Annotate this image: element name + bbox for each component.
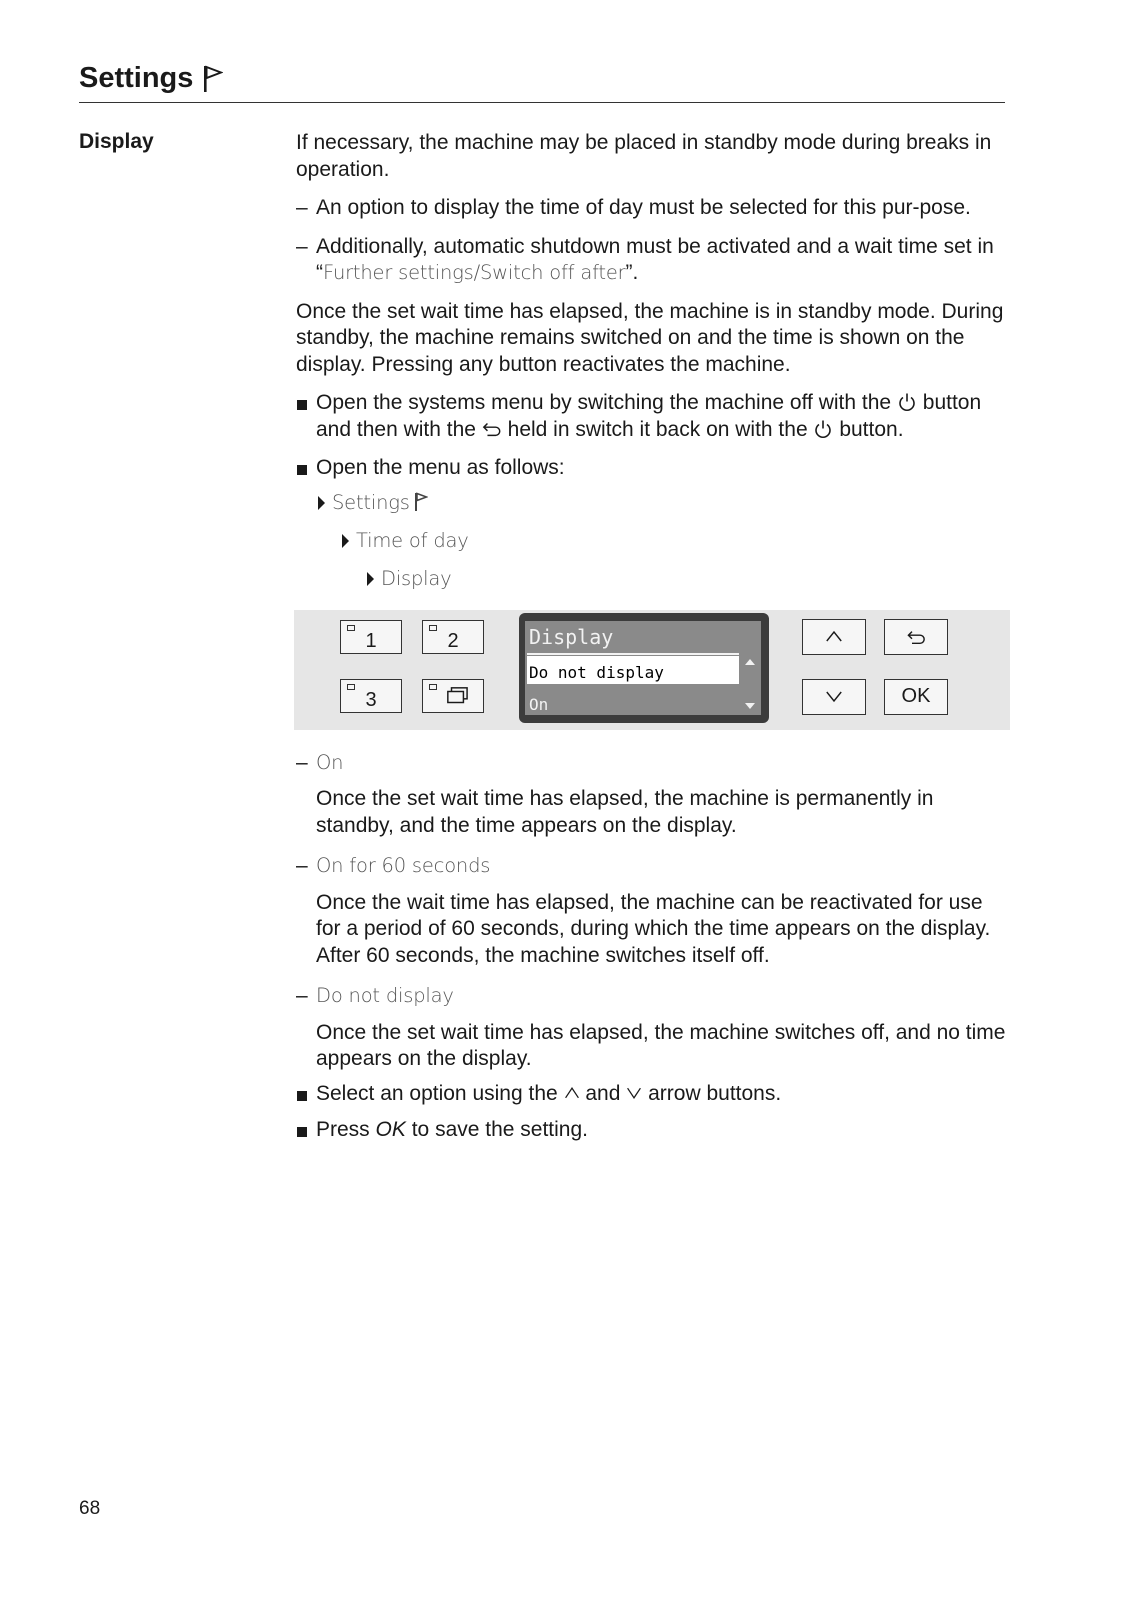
instruction-step [296, 455, 1008, 482]
option-description: Once the set wait time has elapsed, the machine is permanently in standby, and the time appears on the display. [316, 787, 934, 837]
display-selected-option [527, 656, 739, 684]
control-panel-illustration [294, 610, 1010, 730]
down-arrow-icon [626, 1083, 642, 1103]
windows-icon [443, 686, 471, 708]
ok-label: OK [901, 685, 931, 708]
back-button [884, 619, 948, 655]
dash-mark: – [296, 750, 308, 774]
key-label: 2 [447, 629, 459, 652]
menu-arrow-icon [342, 534, 349, 548]
settings-flag-icon [414, 492, 428, 512]
menu-path-label: Settings [332, 490, 410, 514]
dash-mark: – [296, 196, 308, 219]
display-option: On [529, 694, 549, 714]
option-heading [296, 853, 1008, 880]
step-text: Open the menu as follows: [316, 456, 565, 479]
list-item-text: An option to display the time of day must be selected for this pur-pose. [316, 196, 971, 219]
selected-option-label: Do not display [529, 662, 664, 682]
up-arrow-button [802, 619, 866, 655]
instruction-step [296, 1081, 1008, 1108]
standby-paragraph: Once the set wait time has elapsed, the machine is in standby mode. During standby, the machine remains switched on and the time is shown on the display. Pressing any button reactivates the machine. [296, 299, 1004, 376]
bullet-square [297, 400, 307, 410]
menu-reference: Further settings/Switch off after [323, 261, 626, 284]
list-item [296, 234, 1008, 287]
menu-path-item [296, 528, 1008, 566]
led-indicator [429, 684, 437, 690]
step-text: button. [839, 417, 904, 441]
page-title [79, 62, 223, 95]
power-icon [897, 392, 917, 412]
program-list-key [422, 679, 484, 713]
ok-button [884, 679, 948, 715]
option-heading [296, 750, 1008, 777]
main-content [296, 130, 1008, 1156]
bullet-square [297, 1091, 307, 1101]
page-header [79, 58, 1005, 103]
key-label: 1 [365, 629, 377, 652]
option-name: Do not display [316, 984, 454, 1007]
step-text: and [585, 1081, 621, 1105]
menu-path-label: Time of day [356, 528, 469, 552]
step-text: Open the systems menu by switching the machine off with the [316, 391, 892, 414]
dash-mark: – [296, 234, 308, 258]
list-item-text-end: ”. [625, 261, 639, 284]
program-key-3 [340, 679, 402, 713]
back-arrow-icon [906, 628, 927, 646]
section-heading: Display [79, 130, 154, 153]
display-divider [527, 653, 739, 655]
down-arrow-icon [825, 690, 843, 703]
display-screen [519, 613, 769, 723]
ok-emphasis: OK [375, 1118, 406, 1141]
settings-flag-icon [203, 65, 223, 93]
key-label: 3 [365, 688, 377, 711]
page-number: 68 [79, 1498, 101, 1519]
program-key-1 [340, 620, 402, 654]
step-text: arrow buttons. [648, 1081, 782, 1105]
instruction-step [296, 390, 1008, 443]
display-title: Display [529, 624, 614, 649]
power-icon [813, 419, 833, 439]
option-name: On for 60 seconds [316, 854, 491, 877]
up-arrow-icon [825, 630, 843, 643]
step-text: Select an option using the [316, 1081, 558, 1105]
menu-arrow-icon [367, 572, 374, 586]
option-name: On [316, 750, 344, 774]
bullet-square [297, 1127, 307, 1137]
page-title-text: Settings [79, 62, 194, 94]
back-arrow-icon [482, 419, 502, 439]
bullet-square [297, 465, 307, 475]
option-heading [296, 983, 1008, 1010]
dash-mark: – [296, 984, 308, 1007]
dash-mark: – [296, 854, 308, 877]
menu-path-item [296, 566, 1008, 604]
down-arrow-button [802, 679, 866, 715]
menu-arrow-icon [318, 496, 325, 510]
up-arrow-icon [564, 1083, 580, 1103]
option-description: Once the set wait time has elapsed, the machine switches off, and no time appears on the display. [316, 1020, 1006, 1070]
menu-path-label: Display [381, 566, 452, 590]
step-text: Press [316, 1118, 370, 1141]
list-item-text: Additionally, automatic shutdown must be activated and a wait time set in “ [316, 234, 994, 284]
option-description: Once the wait time has elapsed, the machine can be reactivated for use for a period of 60 seconds, during which the time appears on the display. After 60 seconds, the machine switches itself off. [316, 890, 991, 967]
program-key-2 [422, 620, 484, 654]
intro-paragraph: If necessary, the machine may be placed in standby mode during breaks in operation. [296, 131, 992, 181]
display-area [525, 621, 761, 715]
scroll-up-icon [745, 659, 755, 665]
menu-path-item [296, 490, 1008, 528]
step-text: to save the setting. [411, 1118, 588, 1141]
step-text: held in switch it back on with the [507, 417, 808, 441]
instruction-step [296, 1117, 1008, 1144]
list-item [296, 195, 1008, 222]
scroll-down-icon [745, 703, 755, 709]
step-text: button and then with the [316, 391, 982, 441]
